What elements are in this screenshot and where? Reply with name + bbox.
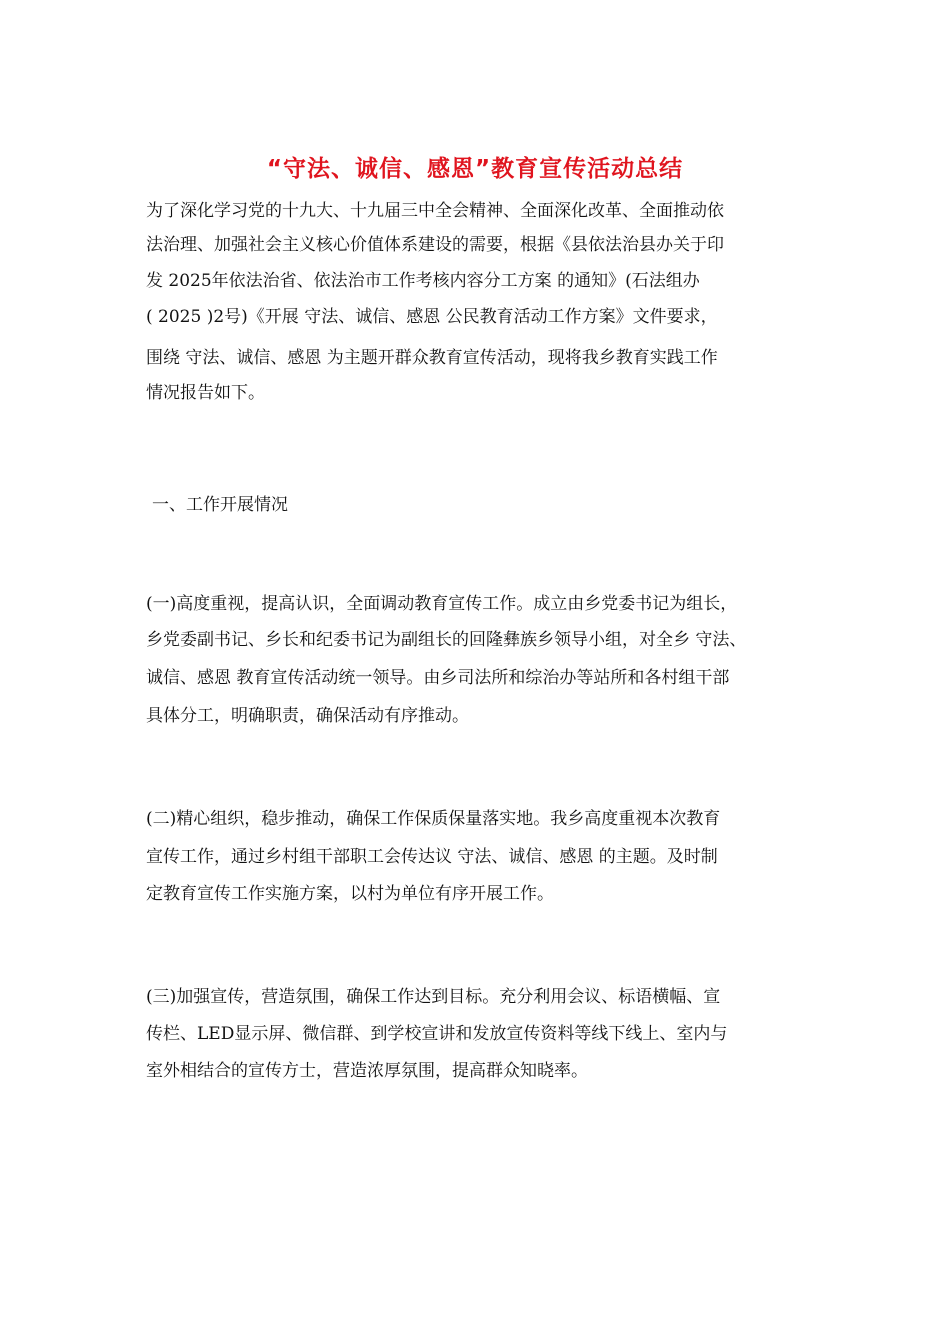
- paragraph-line: 传栏、LED显示屏、微信群、到学校宣讲和发放宣传资料等线下线上、室内与: [146, 1024, 728, 1044]
- paragraph-line: (二)精心组织，稳步推动，确保工作保质保量落实地。我乡高度重视本次教育: [146, 809, 721, 829]
- paragraph-line: 诚信、感恩 教育宣传活动统一领导。由乡司法所和综治办等站所和各村组干部: [146, 668, 730, 688]
- paragraph-line: 乡党委副书记、乡长和纪委书记为副组长的回隆彝族乡领导小组，对全乡 守法、: [146, 630, 747, 650]
- paragraph-line: 室外相结合的宣传方士，营造浓厚氛围，提高群众知晓率。: [146, 1061, 588, 1081]
- intro-line: 法治理、加强社会主义核心价值体系建设的需要，根据《县依法治县办关于印: [146, 235, 724, 255]
- intro-line: 发 2025年依法治省、依法治市工作考核内容分工方案 的通知》(石法组办: [146, 271, 700, 291]
- section-heading: 一、工作开展情况: [152, 495, 288, 515]
- intro-line: 围绕 守法、诚信、感恩 为主题开群众教育宣传活动，现将我乡教育实践工作: [146, 348, 718, 368]
- intro-line: 为了深化学习党的十九大、十九届三中全会精神、全面深化改革、全面推动依: [146, 201, 724, 221]
- paragraph-line: (一)高度重视，提高认识，全面调动教育宣传工作。成立由乡党委书记为组长，: [146, 594, 738, 614]
- paragraph-line: (三)加强宣传，营造氛围，确保工作达到目标。充分利用会议、标语横幅、宣: [146, 987, 721, 1007]
- page-title: “守法、诚信、感恩”教育宣传活动总结: [266, 156, 684, 182]
- paragraph-line: 具体分工，明确职责，确保活动有序推动。: [146, 706, 469, 726]
- paragraph-line: 宣传工作，通过乡村组干部职工会传达议 守法、诚信、感恩 的主题。及时制: [146, 847, 718, 867]
- paragraph-line: 定教育宣传工作实施方案，以村为单位有序开展工作。: [146, 884, 554, 904]
- intro-line: 情况报告如下。: [146, 383, 265, 403]
- intro-line: ( 2025 )2号)《开展 守法、诚信、感恩 公民教育活动工作方案》文件要求，: [146, 307, 718, 327]
